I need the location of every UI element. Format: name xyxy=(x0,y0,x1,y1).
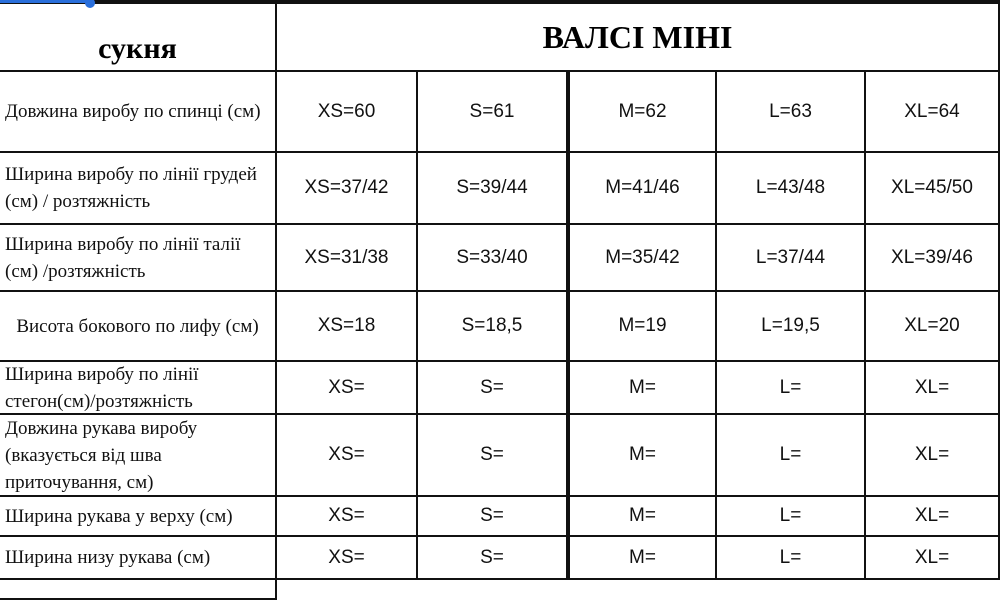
size-m-cell: M=41/46 xyxy=(568,153,717,225)
model-name-header: ВАЛСІ МІНІ xyxy=(277,4,1000,72)
size-xl-cell: XL= xyxy=(866,362,1000,415)
size-xs-cell: XS=37/42 xyxy=(277,153,418,225)
size-m-cell: M=19 xyxy=(568,292,717,362)
size-l-cell: L=63 xyxy=(717,72,866,153)
selection-handle-bar[interactable] xyxy=(0,0,90,3)
row-label: Ширина виробу по лінії талії (см) /розтяжність xyxy=(0,225,277,292)
row-label: Ширина виробу по лінії грудей (см) / розтяжність xyxy=(0,153,277,225)
row-label: Довжина рукава виробу (вказується від шва приточування, см) xyxy=(0,415,277,497)
size-l-cell: L= xyxy=(717,537,866,580)
size-m-cell: M= xyxy=(568,415,717,497)
size-l-cell: L=37/44 xyxy=(717,225,866,292)
size-xs-cell: XS= xyxy=(277,362,418,415)
size-m-cell: M= xyxy=(568,497,717,537)
row-label: Довжина виробу по спинці (см) xyxy=(0,72,277,153)
size-l-cell: L= xyxy=(717,497,866,537)
size-l-cell: L= xyxy=(717,362,866,415)
size-s-cell: S= xyxy=(418,415,568,497)
size-m-cell: M= xyxy=(568,362,717,415)
size-xl-cell: XL= xyxy=(866,415,1000,497)
size-xs-cell: XS=60 xyxy=(277,72,418,153)
size-s-cell: S= xyxy=(418,362,568,415)
size-s-cell: S=18,5 xyxy=(418,292,568,362)
size-xl-cell: XL= xyxy=(866,497,1000,537)
size-xs-cell: XS= xyxy=(277,537,418,580)
size-s-cell: S=33/40 xyxy=(418,225,568,292)
size-xl-cell: XL=64 xyxy=(866,72,1000,153)
size-l-cell: L= xyxy=(717,415,866,497)
row-label: Висота бокового по лифу (см) xyxy=(0,292,277,362)
size-xs-cell: XS= xyxy=(277,497,418,537)
size-xl-cell: XL= xyxy=(866,537,1000,580)
empty-row-label xyxy=(0,580,277,600)
size-m-cell: M= xyxy=(568,537,717,580)
row-label: Ширина рукава у верху (см) xyxy=(0,497,277,537)
size-xs-cell: XS=18 xyxy=(277,292,418,362)
row-label: Ширина низу рукава (см) xyxy=(0,537,277,580)
size-s-cell: S=61 xyxy=(418,72,568,153)
size-l-cell: L=19,5 xyxy=(717,292,866,362)
size-s-cell: S= xyxy=(418,537,568,580)
size-xs-cell: XS=31/38 xyxy=(277,225,418,292)
size-xl-cell: XL=39/46 xyxy=(866,225,1000,292)
size-m-cell: M=35/42 xyxy=(568,225,717,292)
size-xs-cell: XS= xyxy=(277,415,418,497)
size-m-cell: M=62 xyxy=(568,72,717,153)
size-xl-cell: XL=20 xyxy=(866,292,1000,362)
size-s-cell: S=39/44 xyxy=(418,153,568,225)
size-xl-cell: XL=45/50 xyxy=(866,153,1000,225)
size-l-cell: L=43/48 xyxy=(717,153,866,225)
size-s-cell: S= xyxy=(418,497,568,537)
row-label: Ширина виробу по лінії стегон(см)/розтяжність xyxy=(0,362,277,415)
garment-type-header: сукня xyxy=(0,4,277,72)
